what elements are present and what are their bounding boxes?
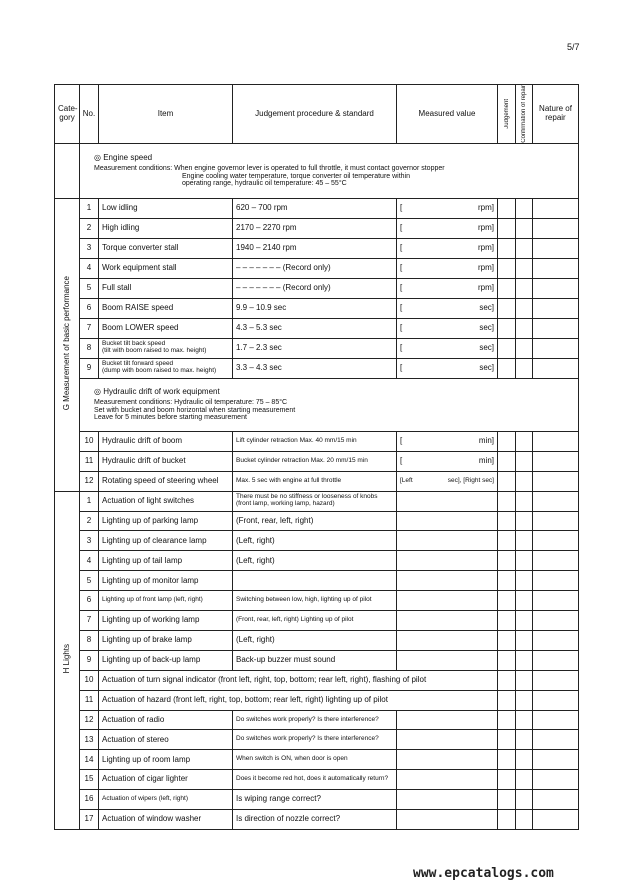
confirmation-cell [516,338,533,358]
confirmation-cell [516,198,533,218]
item-cell [99,258,233,278]
nature-cell [533,750,579,770]
measured-cell [397,770,498,790]
item-text: Hydraulic drift of boom [102,436,183,445]
nature-cell [533,218,579,238]
row-number: 7 [80,318,99,338]
judgement-cell [498,770,516,790]
row-number: 4 [80,551,99,571]
judgement-cell [498,258,516,278]
nature-cell [533,358,579,378]
hydraulic-condition-line: Measurement conditions: Hydraulic oil temperature: 75 – 85°C [94,399,288,407]
judgement-cell [498,278,516,298]
unit-label: rpm] [478,263,494,272]
measured-cell [397,650,498,670]
nature-cell [533,531,579,551]
judgement-cell [498,531,516,551]
nature-cell [533,770,579,790]
item-text: Rotating speed of steering wheel [102,476,219,485]
confirmation-cell [516,630,533,650]
item-cell: Actuation of turn signal indicator (front left, right, top, bottom; rear left, right), flashing of pilot [99,670,498,690]
table-row [55,278,579,298]
confirmation-cell [516,238,533,258]
item-text: Full stall [102,283,132,292]
measured-cell [397,238,498,258]
item-text: Boom LOWER speed [102,323,179,332]
header-procedure: Judgement procedure & standard [233,85,397,144]
unit-label: sec] [479,343,494,352]
row-number: 11 [80,451,99,471]
measured-cell [397,198,498,218]
item-cell: Actuation of window washer [99,809,233,829]
unit-label: rpm] [478,283,494,292]
header-measured: Measured value [397,85,498,144]
unit-label: sec], [Right sec] [447,476,494,484]
procedure-cell: 2170 – 2270 rpm [233,218,397,238]
item-cell: Actuation of stereo [99,730,233,750]
header-judgement-cell [498,85,516,144]
procedure-cell: 1.7 – 2.3 sec [233,338,397,358]
measured-cell [397,571,498,591]
table-row [55,358,579,378]
nature-cell [533,650,579,670]
judgement-cell [498,238,516,258]
table-row [55,198,579,218]
unit-label: rpm] [478,243,494,252]
bracket-open: [ [400,203,403,212]
confirmation-cell [516,809,533,829]
judgement-cell [498,298,516,318]
confirmation-cell [516,451,533,471]
measured-cell [397,511,498,531]
header-confirmation-cell [516,85,533,144]
confirmation-cell [516,511,533,531]
item-cell: Actuation of wipers (left, right) [99,790,233,810]
procedure-cell [233,571,397,591]
item-text: Bucket tilt forward speed [102,360,174,368]
measured-cell [397,358,498,378]
item-cell: Lighting up of monitor lamp [99,571,233,591]
unit-label: sec] [479,323,494,332]
category-g-label: G Measurement of basic performance [61,276,71,411]
procedure-cell: (Front, rear, left, right) [233,511,397,531]
confirmation-cell [516,258,533,278]
table-row [55,571,579,591]
unit-label: rpm] [478,223,494,232]
confirmation-cell [516,318,533,338]
item-cell: Lighting up of back-up lamp [99,650,233,670]
bracket-open: [ [400,343,403,352]
table-row [55,318,579,338]
item-cell: Actuation of cigar lighter [99,770,233,790]
table-row [55,730,579,750]
header-judgement: Judgement [503,99,510,129]
row-number: 12 [80,471,99,491]
blank-category-cell [55,143,80,198]
procedure-cell: Is direction of nozzle correct? [233,809,397,829]
measured-cell [397,611,498,631]
table-row [55,770,579,790]
confirmation-cell [516,571,533,591]
judgement-cell [498,218,516,238]
hydraulic-drift-title: ◎ Hydraulic drift of work equipment [94,386,220,396]
judgement-cell [498,650,516,670]
measured-cell [397,431,498,451]
judgement-cell [498,730,516,750]
item-cell [99,278,233,298]
procedure-cell: Lift cylinder retraction Max. 40 mm/15 min [233,431,397,451]
table-row [55,431,579,451]
procedure-cell: – – – – – – – (Record only) [233,278,397,298]
procedure-cell: (Left, right) [233,551,397,571]
item-cell: Lighting up of working lamp [99,611,233,631]
procedure-cell: (Left, right) [233,630,397,650]
category-h [55,491,80,829]
confirmation-cell [516,531,533,551]
nature-cell [533,258,579,278]
row-number: 8 [80,338,99,358]
procedure-cell: 620 – 700 rpm [233,198,397,218]
item-cell: Actuation of light switches [99,491,233,511]
nature-cell [533,198,579,218]
hydraulic-condition-line: Leave for 5 minutes before starting measurement [94,414,247,422]
nature-cell [533,511,579,531]
item-note: (dump with boom raised to max. height) [102,367,217,375]
hydraulic-condition-line: Set with bucket and boom horizontal when starting measurement [94,406,296,414]
confirmation-cell [516,358,533,378]
procedure-cell: Max. 5 sec with engine at full throttle [233,471,397,491]
nature-cell [533,790,579,810]
item-note: (tilt with boom raised to max. height) [102,347,207,355]
procedure-cell: Do switches work properly? Is there interference? [233,710,397,730]
engine-conditions [80,143,579,198]
item-text: Torque converter stall [102,243,179,252]
item-cell [99,238,233,258]
item-cell [99,358,233,378]
item-text: Boom RAISE speed [102,303,174,312]
item-text: Low idling [102,203,138,212]
header-category: Cate-gory [55,85,80,144]
row-number: 17 [80,809,99,829]
item-text: Work equipment stall [102,263,177,272]
judgement-cell [498,710,516,730]
confirmation-cell [516,690,533,710]
confirmation-cell [516,298,533,318]
measured-cell [397,298,498,318]
procedure-cell: (Front, rear, left, right) Lighting up of pilot [233,611,397,631]
item-cell: Lighting up of room lamp [99,750,233,770]
procedure-cell: 3.3 – 4.3 sec [233,358,397,378]
watermark: www.epcatalogs.com [413,866,554,881]
category-h-label: H Lights [61,644,71,674]
row-number: 11 [80,690,99,710]
judgement-cell [498,670,516,690]
bracket-open: [ [400,303,403,312]
nature-cell [533,451,579,471]
judgement-cell [498,809,516,829]
confirmation-cell [516,710,533,730]
table-row [55,511,579,531]
nature-cell [533,670,579,690]
header-item: Item [99,85,233,144]
measured-cell [397,278,498,298]
judgement-cell [498,318,516,338]
table-row [55,491,579,511]
table-row [55,298,579,318]
nature-cell [533,730,579,750]
measured-cell [397,710,498,730]
row-number: 10 [80,670,99,690]
row-number: 5 [80,278,99,298]
table-row [55,551,579,571]
measured-cell [397,218,498,238]
nature-cell [533,809,579,829]
table-row [55,809,579,829]
unit-label: sec] [479,363,494,372]
nature-cell [533,630,579,650]
item-cell: Lighting up of tail lamp [99,551,233,571]
item-cell [99,218,233,238]
item-cell: Lighting up of clearance lamp [99,531,233,551]
judgement-cell [498,431,516,451]
row-number: 9 [80,358,99,378]
nature-cell [533,571,579,591]
row-number: 4 [80,258,99,278]
judgement-cell [498,790,516,810]
confirmation-cell [516,431,533,451]
header-no: No. [80,85,99,144]
nature-cell [533,318,579,338]
nature-cell [533,431,579,451]
measured-cell [397,258,498,278]
bracket-open: [ [400,243,403,252]
row-number: 3 [80,238,99,258]
procedure-cell: 1940 – 2140 rpm [233,238,397,258]
header-row [55,85,579,144]
judgement-cell [498,571,516,591]
row-number: 13 [80,730,99,750]
measured-cell [397,471,498,491]
procedure-cell: Back-up buzzer must sound [233,650,397,670]
procedure-cell: When switch is ON, when door is open [233,750,397,770]
confirmation-cell [516,750,533,770]
procedure-cell: Do switches work properly? Is there interference? [233,730,397,750]
measured-cell [397,630,498,650]
measured-cell [397,531,498,551]
bracket-open: [ [400,436,403,445]
item-cell [99,198,233,218]
confirmation-cell [516,491,533,511]
measured-cell [397,491,498,511]
measured-cell [397,338,498,358]
judgement-cell [498,471,516,491]
confirmation-cell [516,790,533,810]
confirmation-cell [516,770,533,790]
row-number: 5 [80,571,99,591]
unit-label: sec] [479,303,494,312]
measured-cell [397,750,498,770]
table-row [55,591,579,611]
bracket-open: [ [400,456,403,465]
unit-label: rpm] [478,203,494,212]
engine-condition-line: operating range, hydraulic oil temperature: 45 – 55°C [182,180,347,188]
table-row [55,650,579,670]
bracket-open: [ [400,363,403,372]
judgement-cell [498,451,516,471]
nature-cell [533,298,579,318]
table-row [55,451,579,471]
measured-cell [397,730,498,750]
item-cell [99,471,233,491]
row-number: 3 [80,531,99,551]
judgement-cell [498,358,516,378]
table-row [55,258,579,278]
nature-cell [533,338,579,358]
table-row [55,611,579,631]
row-number: 1 [80,198,99,218]
table-row [55,690,579,710]
confirmation-cell [516,278,533,298]
row-number: 2 [80,218,99,238]
confirmation-cell [516,670,533,690]
engine-speed-title: ◎ Engine speed [94,152,153,162]
row-number: 8 [80,630,99,650]
judgement-cell [498,551,516,571]
table-row [55,238,579,258]
engine-condition-line: Engine cooling water temperature, torque converter oil temperature within [182,172,411,180]
table-row [55,471,579,491]
nature-cell [533,551,579,571]
procedure-cell: 4.3 – 5.3 sec [233,318,397,338]
nature-cell [533,278,579,298]
judgement-cell [498,630,516,650]
row-number: 10 [80,431,99,451]
bracket-open: [ [400,323,403,332]
procedure-cell: (Left, right) [233,531,397,551]
judgement-cell [498,338,516,358]
judgement-cell [498,198,516,218]
category-g [55,198,80,491]
table-row [55,670,579,690]
table-row [55,750,579,770]
nature-cell [533,611,579,631]
table-row [55,338,579,358]
item-cell [99,431,233,451]
header-nature: Nature of repair [533,85,579,144]
confirmation-cell [516,591,533,611]
confirmation-cell [516,471,533,491]
procedure-cell: 9.9 – 10.9 sec [233,298,397,318]
row-number: 1 [80,491,99,511]
bracket-open: [Left [400,476,413,484]
row-number: 6 [80,298,99,318]
measured-cell [397,551,498,571]
row-number: 6 [80,591,99,611]
bracket-open: [ [400,263,403,272]
procedure-cell: Switching between low, high, lighting up of pilot [233,591,397,611]
confirmation-cell [516,650,533,670]
page-number: 5/7 [567,42,580,52]
item-cell: Actuation of radio [99,710,233,730]
judgement-cell [498,690,516,710]
judgement-cell [498,491,516,511]
nature-cell [533,710,579,730]
procedure-cell: Is wiping range correct? [233,790,397,810]
item-cell: Lighting up of brake lamp [99,630,233,650]
judgement-cell [498,511,516,531]
confirmation-cell [516,611,533,631]
row-number: 15 [80,770,99,790]
header-confirmation: Confirmation of repair [521,85,527,143]
row-number: 16 [80,790,99,810]
item-text: Bucket tilt back speed [102,340,166,348]
hydraulic-condition-row [55,378,579,431]
item-cell: Lighting up of parking lamp [99,511,233,531]
engine-condition-row [55,143,579,198]
item-text: High idling [102,223,140,232]
row-number: 2 [80,511,99,531]
engine-condition-line: Measurement conditions: When engine governor lever is operated to full throttle, it must contact governor stopper [94,165,445,173]
row-number: 12 [80,710,99,730]
hydraulic-conditions [80,378,579,431]
inspection-table [54,84,579,830]
item-cell: Actuation of hazard (front left, right, top, bottom; rear left, right) lighting up of pilot [99,690,498,710]
measured-cell [397,318,498,338]
item-cell [99,338,233,358]
item-cell [99,451,233,471]
measured-cell [397,451,498,471]
judgement-cell [498,611,516,631]
item-cell: Lighting up of front lamp (left, right) [99,591,233,611]
nature-cell [533,238,579,258]
measured-cell [397,790,498,810]
bracket-open: [ [400,223,403,232]
judgement-cell [498,750,516,770]
unit-label: min] [478,456,494,465]
procedure-cell: Does it become red hot, does it automatically return? [233,770,397,790]
confirmation-cell [516,551,533,571]
confirmation-cell [516,218,533,238]
confirmation-cell [516,730,533,750]
measured-cell [397,809,498,829]
judgement-cell [498,591,516,611]
table-row [55,531,579,551]
item-text: Hydraulic drift of bucket [102,456,186,465]
table-row [55,218,579,238]
table-row [55,630,579,650]
item-cell [99,298,233,318]
procedure-cell: – – – – – – – (Record only) [233,258,397,278]
bracket-open: [ [400,283,403,292]
procedure-cell: Bucket cylinder retraction Max. 20 mm/15 min [233,451,397,471]
nature-cell [533,591,579,611]
row-number: 7 [80,611,99,631]
nature-cell [533,471,579,491]
measured-cell [397,591,498,611]
item-cell [99,318,233,338]
nature-cell [533,491,579,511]
table-row [55,710,579,730]
row-number: 14 [80,750,99,770]
row-number: 9 [80,650,99,670]
table-row [55,790,579,810]
nature-cell [533,690,579,710]
unit-label: min] [478,436,494,445]
procedure-cell: There must be no stiffness or looseness of knobs (front lamp, working lamp, hazard) [233,491,397,511]
